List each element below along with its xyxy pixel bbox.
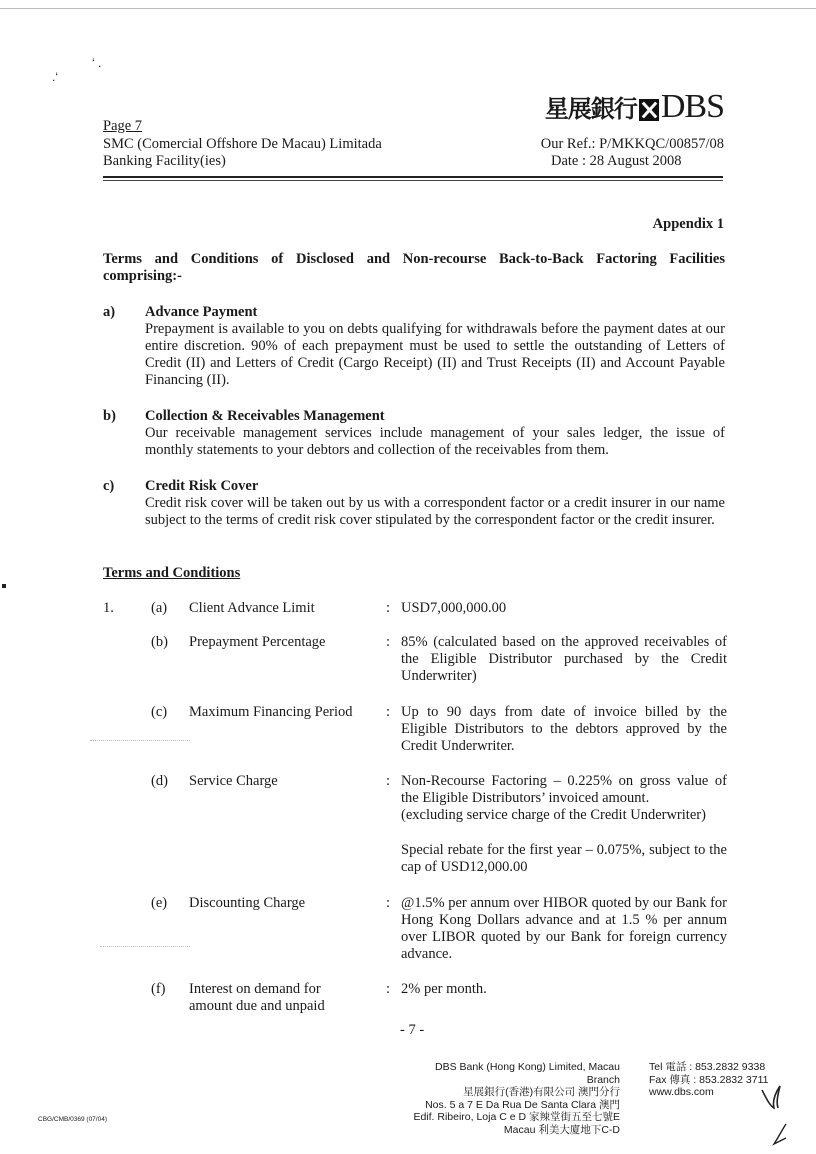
service-title: Advance Payment xyxy=(145,304,258,320)
term-letter: (f) xyxy=(151,981,166,997)
dbs-logo xyxy=(510,88,724,128)
scan-edge-line xyxy=(0,8,816,9)
handwritten-initials xyxy=(752,1078,800,1150)
scan-speck: ‘ . xyxy=(92,56,102,70)
term-letter: (c) xyxy=(151,704,168,720)
dbs-logo-cjk: 星展銀行 xyxy=(544,94,637,123)
form-code: CBG/CMB/0369 (07/04) xyxy=(38,1116,108,1123)
dbs-x-icon xyxy=(639,99,659,121)
fax-number: Fax 傳真 : 853.2832 3711 xyxy=(649,1073,769,1086)
scan-artifact xyxy=(100,946,190,947)
term-label: Prepayment Percentage xyxy=(189,634,326,650)
term-colon: : xyxy=(386,981,391,997)
dbs-logo-text: DBS xyxy=(660,88,724,125)
service-title: Collection & Receivables Management xyxy=(145,408,385,424)
term-colon: : xyxy=(386,895,391,911)
address-line: DBS Bank (Hong Kong) Limited, Macau Branch xyxy=(434,1061,620,1086)
term-colon: : xyxy=(386,704,391,720)
page-label: Page 7 xyxy=(103,118,143,134)
header-rule xyxy=(103,176,723,178)
term-value-rebate: Special rebate for the first year – 0.075%, subject to the cap of USD12,000.00 xyxy=(401,842,727,875)
service-marker: b) xyxy=(103,408,116,424)
address-line: Macau 利美大廈地下C-D xyxy=(503,1123,620,1136)
term-colon: : xyxy=(386,600,391,616)
term-label: Interest on demand for amount due and unpaid xyxy=(189,981,325,1014)
letter-date: Date : 28 August 2008 xyxy=(551,153,682,169)
address-line: 星展銀行(香港)有限公司 澳門分行 xyxy=(463,1086,620,1098)
our-reference: Our Ref.: P/MKKQC/00857/08 xyxy=(540,136,724,152)
term-label: Client Advance Limit xyxy=(189,600,315,616)
intro-heading: Terms and Conditions of Disclosed and Non-recourse Back-to-Back Factoring Facilities comprising:- xyxy=(103,251,725,284)
term-letter: (d) xyxy=(151,773,168,789)
term-value: Up to 90 days from date of invoice billed by the Eligible Distributors to the debtors approved by the Credit Underwriter. xyxy=(401,704,727,754)
page-number: - 7 - xyxy=(400,1022,425,1038)
term-colon: : xyxy=(386,773,391,789)
service-body: Credit risk cover will be taken out by us with a correspondent factor or a credit insurer in our name subject to the terms of credit risk cover stipulated by the correspondent factor or the credit insurer. xyxy=(145,495,725,528)
letter-subject: Banking Facility(ies) xyxy=(103,153,226,169)
term-value: @1.5% per annum over HIBOR quoted by our Bank for Hong Kong Dollars advance and at 1.5 % per annum over LIBOR quoted by our Bank for foreign currency advance. xyxy=(401,895,727,962)
term-label: Service Charge xyxy=(189,773,278,789)
service-title: Credit Risk Cover xyxy=(145,478,259,494)
appendix-label: Appendix 1 xyxy=(652,216,724,232)
website: www.dbs.com xyxy=(649,1086,714,1098)
service-marker: c) xyxy=(103,478,115,494)
header-rule-thin xyxy=(103,180,723,181)
scan-speck xyxy=(2,584,6,588)
term-letter: (b) xyxy=(151,634,168,650)
address-line: Nos. 5 a 7 E Da Rua De Santa Clara 澳門 xyxy=(425,1098,620,1111)
term-label: Discounting Charge xyxy=(189,895,306,911)
term-label: Maximum Financing Period xyxy=(189,704,353,720)
bank-address xyxy=(400,1061,620,1136)
term-letter: (e) xyxy=(151,895,168,911)
term-letter: (a) xyxy=(151,600,168,616)
address-line: Edif. Ribeiro, Loja C e D 家辣堂街五至七號E xyxy=(413,1111,620,1123)
tel-number: Tel 電話 : 853.2832 9338 xyxy=(649,1061,766,1073)
term-value: USD7,000,000.00 xyxy=(401,600,507,616)
term-value: 2% per month. xyxy=(401,981,487,997)
company-name: SMC (Comercial Offshore De Macau) Limitada xyxy=(103,136,382,152)
service-marker: a) xyxy=(103,304,116,320)
term-colon: : xyxy=(386,634,391,650)
scan-artifact xyxy=(90,740,190,741)
terms-heading: Terms and Conditions xyxy=(103,565,241,581)
term-value-note: (excluding service charge of the Credit Underwriter) xyxy=(401,807,706,823)
term-number: 1. xyxy=(103,600,114,616)
service-body: Our receivable management services include management of your sales ledger, the issue of monthly statements to your debtors and collection of the receivables from them. xyxy=(145,425,725,458)
scan-speck: .‘ xyxy=(52,70,58,84)
service-body: Prepayment is available to you on debts qualifying for withdrawals before the payment dates at our entire discretion. 90% of each prepayment must be used to settle the outstanding of Letters of Credit (II) and Letters of Credit (Cargo Receipt) (II) and Trust Receipts (II) and Account Payable Financing (II). xyxy=(145,321,725,388)
term-value: Non-Recourse Factoring – 0.225% on gross value of the Eligible Distributors’ invoiced amount. xyxy=(401,773,727,806)
term-value: 85% (calculated based on the approved receivables of the Eligible Distributor purchased by the Credit Underwriter) xyxy=(401,634,727,684)
